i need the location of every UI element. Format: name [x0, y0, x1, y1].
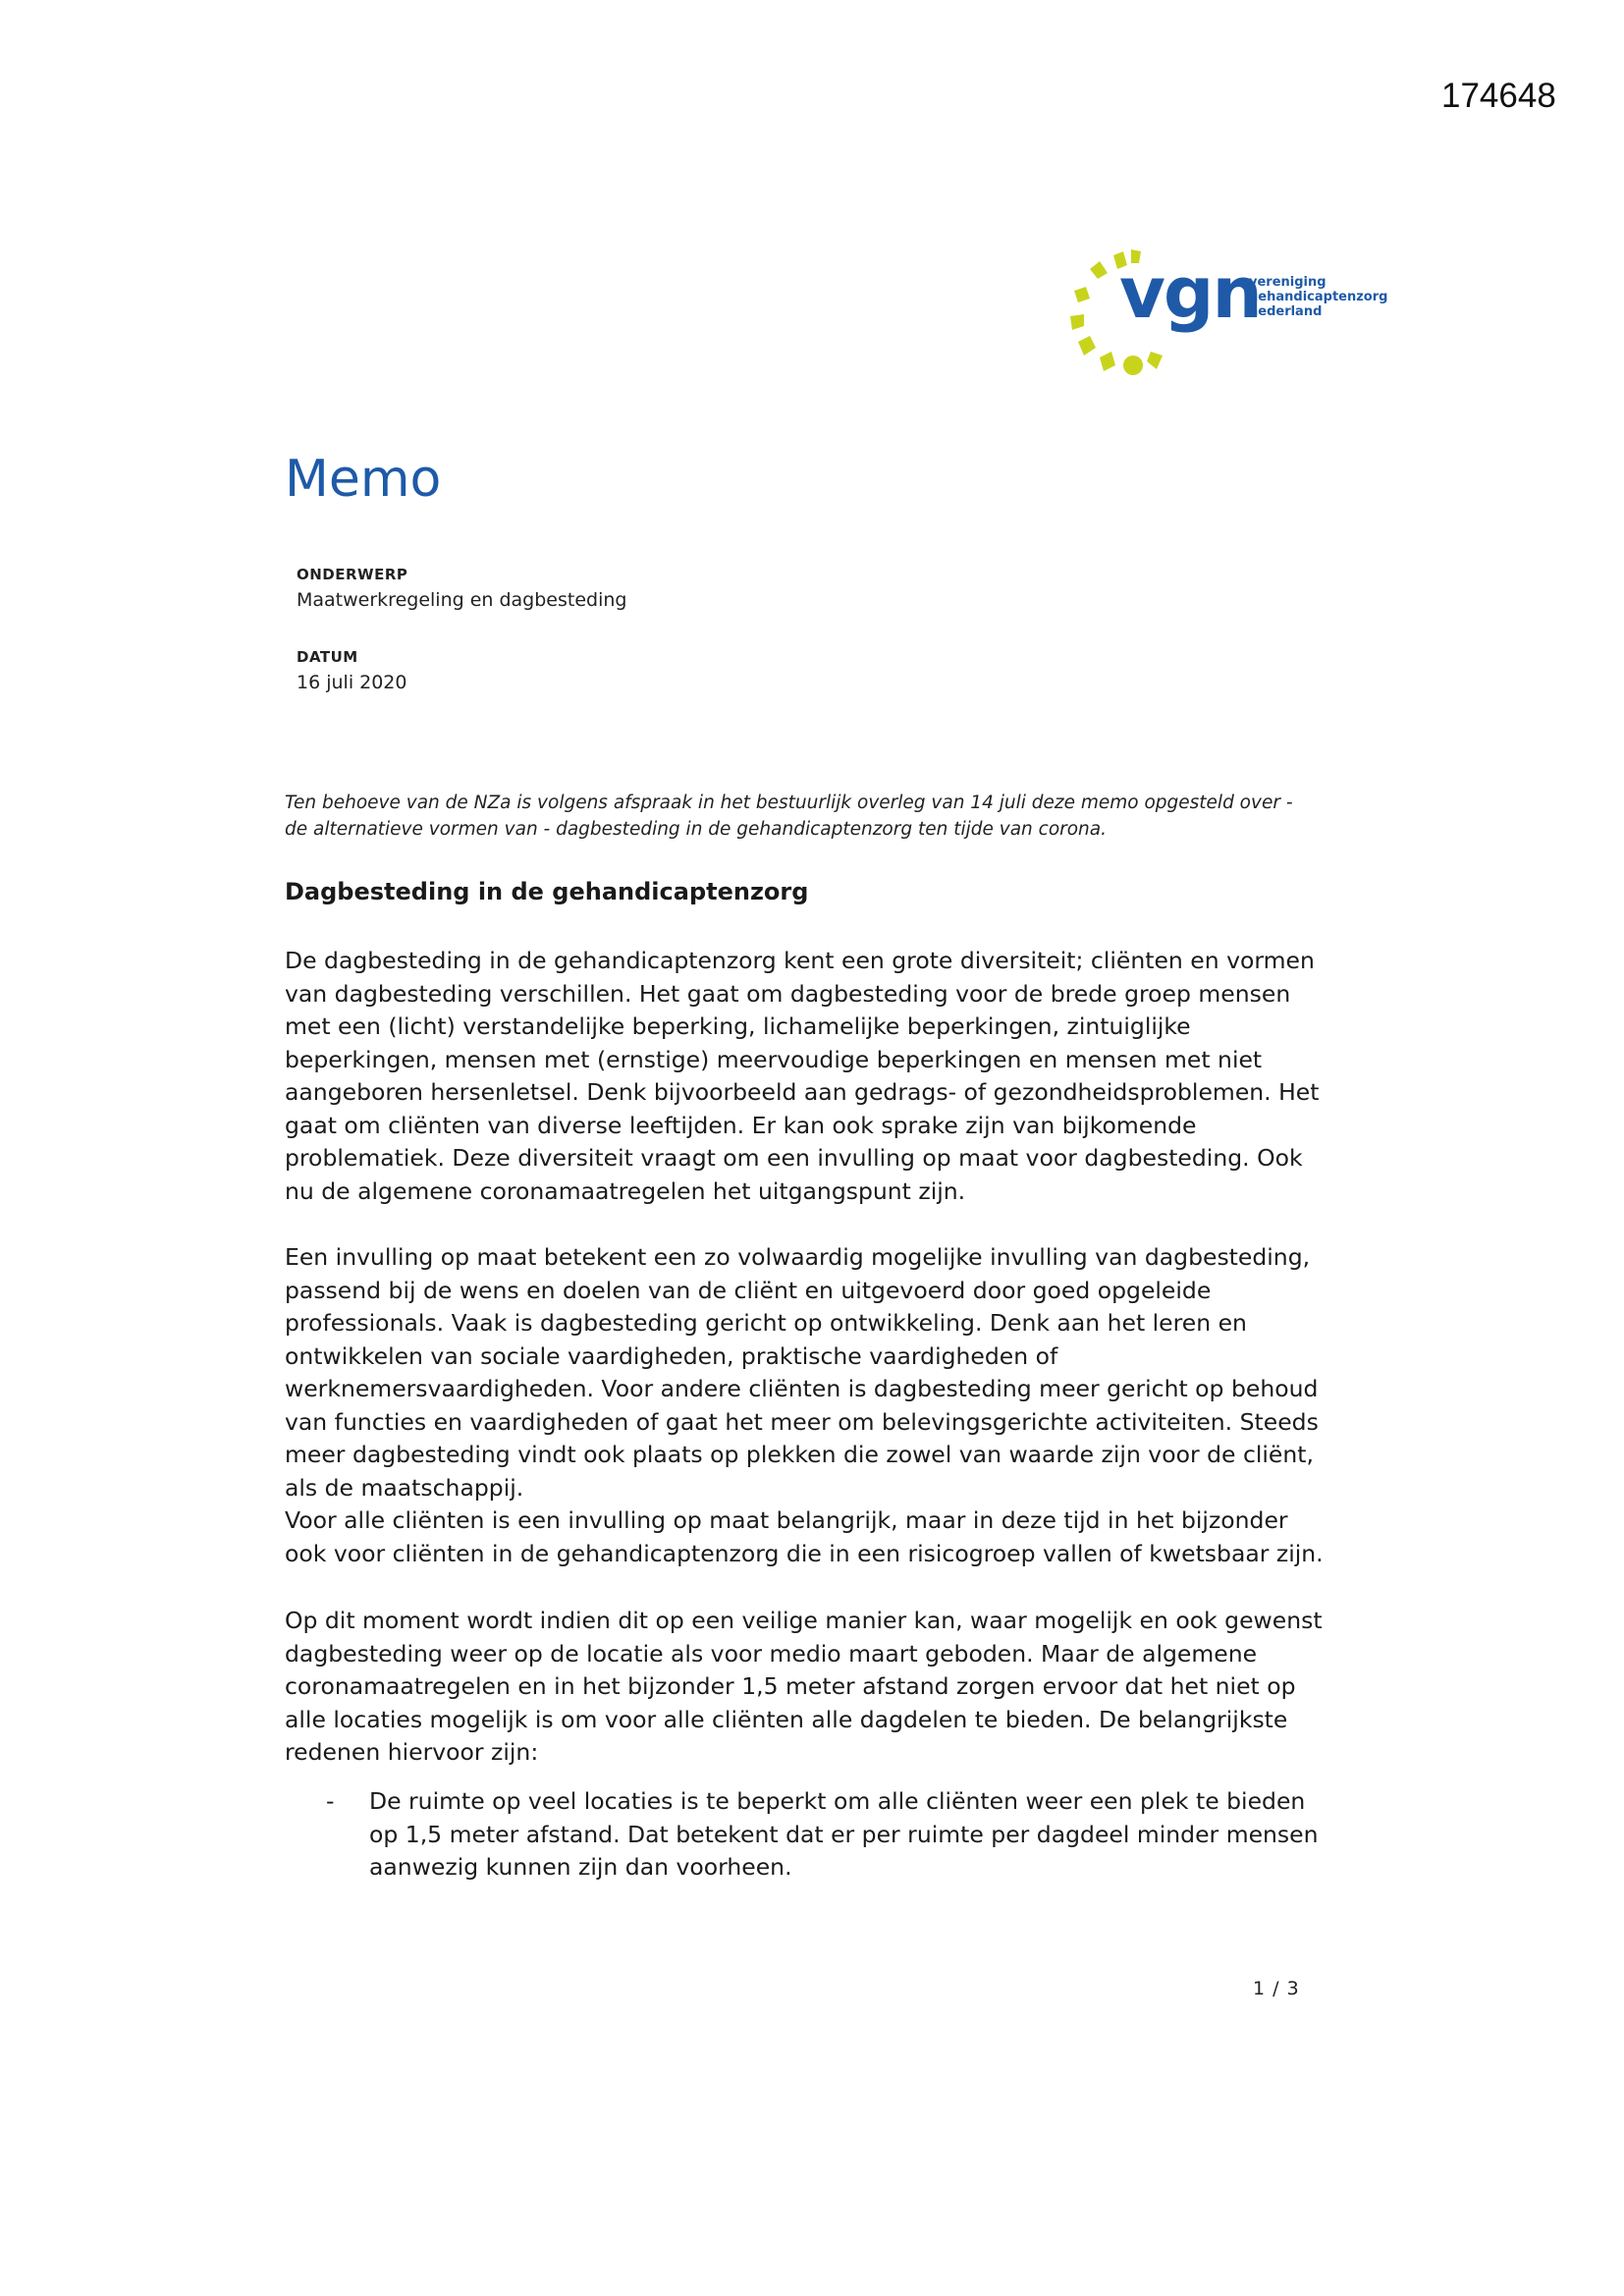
vgn-logo — [1062, 244, 1396, 381]
text-line: coronamaatregelen en in het bijzonder 1,5 meter afstand zorgen ervoor dat het niet op — [285, 1672, 1296, 1700]
text-line: redenen hiervoor zijn: — [285, 1738, 539, 1766]
text-line: op 1,5 meter afstand. Dat betekent dat er per ruimte per dagdeel minder mensen — [369, 1820, 1319, 1848]
text-line: dagbesteding weer op de locatie als voor medio maart geboden. Maar de algemene — [285, 1639, 1258, 1667]
bullet-marker: - — [326, 1787, 335, 1815]
text-line: Voor alle cliënten is een invulling op maat belangrijk, maar in deze tijd in het bijzonder — [285, 1506, 1288, 1534]
subject-block — [297, 566, 626, 611]
date-block — [297, 648, 407, 693]
text-line: alle locaties mogelijk is om voor alle cliënten alle dagdelen te bieden. De belangrijkste — [285, 1705, 1288, 1733]
text-line: professionals. Vaak is dagbesteding gericht op ontwikkeling. Denk aan het leren en — [285, 1309, 1247, 1337]
text-line: als de maatschappij. — [285, 1473, 524, 1502]
paragraph-2 — [285, 1241, 1375, 1570]
text-line: De dagbesteding in de gehandicaptenzorg kent een grote diversiteit; cliënten en vormen — [285, 947, 1315, 974]
logo-subtitle-line: vereniging — [1249, 275, 1326, 290]
text-line: beperkingen, mensen met (ernstige) meervoudige beperkingen en mensen met niet — [285, 1045, 1263, 1073]
page-number: 1 / 3 — [1253, 1978, 1300, 1999]
memo-title: Memo — [285, 450, 442, 509]
text-line: aangeboren hersenletsel. Denk bijvoorbeeld aan gedrags- of gezondheidsproblemen. Het — [285, 1078, 1320, 1106]
text-line: Op dit moment wordt indien dit op een veilige manier kan, waar mogelijk en ook gewenst — [285, 1607, 1323, 1634]
text-line: van dagbesteding verschillen. Het gaat om dagbesteding voor de brede groep mensen — [285, 979, 1291, 1008]
subject-value: Maatwerkregeling en dagbesteding — [297, 589, 627, 611]
date-label: DATUM — [297, 648, 358, 666]
text-line: van functies en vaardigheden of gaat het meer om belevingsgerichte activiteiten. Steeds — [285, 1407, 1319, 1436]
document-number: 174648 — [1441, 77, 1556, 115]
intro-line: de alternatieve vormen van - dagbesteding in de gehandicaptenzorg ten tijde van corona. — [285, 819, 1107, 840]
text-line: ook voor cliënten in de gehandicaptenzorg die in een risicogroep vallen of kwetsbaar zijn. — [285, 1539, 1324, 1567]
text-line: aanwezig kunnen zijn dan voorheen. — [369, 1853, 792, 1881]
logo-subtitle-line: nederland — [1249, 304, 1323, 319]
intro-note — [285, 790, 1365, 843]
text-line: De ruimte op veel locaties is te beperkt om alle cliënten weer een plek te bieden — [369, 1787, 1306, 1815]
logo-wordmark: vgn — [1119, 251, 1261, 334]
text-line: nu de algemene coronamaatregelen het uitgangspunt zijn. — [285, 1176, 966, 1205]
paragraph-1 — [285, 945, 1375, 1208]
text-line: Een invulling op maat betekent een zo volwaardig mogelijke invulling van dagbesteding, — [285, 1243, 1311, 1271]
text-line: problematiek. Deze diversiteit vraagt om een invulling op maat voor dagbesteding. Ook — [285, 1144, 1303, 1172]
section-heading: Dagbesteding in de gehandicaptenzorg — [285, 878, 809, 905]
text-line: meer dagbesteding vindt ook plaats op plekken die zowel van waarde zijn voor de cliënt, — [285, 1441, 1314, 1468]
reasons-list — [285, 1785, 1375, 1885]
paragraph-3 — [285, 1605, 1375, 1770]
list-item — [285, 1785, 1375, 1885]
text-line: passend bij de wens en doelen van de cliënt en uitgevoerd door goed opgeleide — [285, 1276, 1212, 1304]
subject-label: ONDERWERP — [297, 566, 408, 583]
logo-subtitle-line: gehandicaptenzorg — [1249, 290, 1388, 304]
logo-subtitle — [1249, 275, 1387, 319]
text-line: ontwikkelen van sociale vaardigheden, praktische vaardigheden of — [285, 1341, 1058, 1370]
text-line: werknemersvaardigheden. Voor andere cliënten is dagbesteding meer gericht op behoud — [285, 1375, 1319, 1402]
date-value: 16 juli 2020 — [297, 672, 407, 693]
text-line: gaat om cliënten van diverse leeftijden. Er kan ook sprake zijn van bijkomende — [285, 1111, 1197, 1139]
text-line: met een (licht) verstandelijke beperking, lichamelijke beperkingen, zintuiglijke — [285, 1012, 1191, 1040]
intro-line: Ten behoeve van de NZa is volgens afspraak in het bestuurlijk overleg van 14 juli deze memo opgesteld over - — [285, 793, 1293, 813]
